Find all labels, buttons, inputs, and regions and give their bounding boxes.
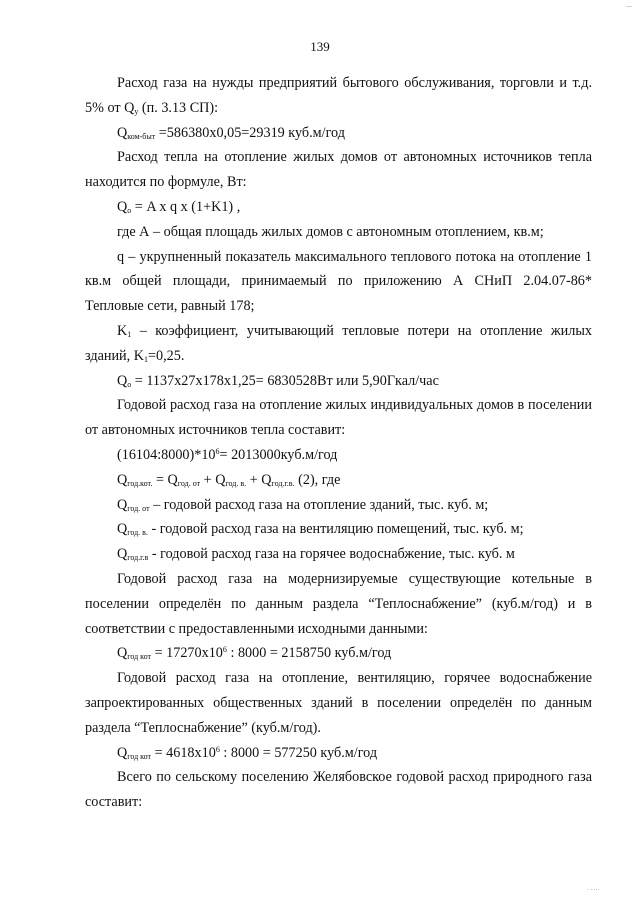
- paragraph-boilers: Годовой расход газа на модернизируемые существующие котельные в поселении определён по данным раздела “Теплоснабжение” (куб.м/год) и в соответствии с предоставленными исходными данными:: [85, 570, 592, 637]
- page-number: 139: [310, 39, 330, 54]
- formula-q-kom-byt: $Q_{ком-быт} =586380х0,05=29319$ куб.м/год: [117, 124, 345, 141]
- definition-q: q – укрупненный показатель максимального теплового потока на отопление 1 кв.м общей площади, принимаемый по приложению А СНиП 2.04.07-86* Тепловые сети, равный 178;: [85, 248, 592, 315]
- corner-mark-bottom: · ····: [586, 886, 600, 894]
- paragraph-heat-consumption: Расход тепла на отопление жилых домов от автономных источников тепла находится по формуле, Вт:: [85, 149, 592, 191]
- formula-q-o-result: $Q_о = 1137х27х178х1,25= 6830528Вт$ или 5,90Гкал/час: [117, 372, 439, 389]
- formula-q-god-kot: $Q_{год.кот.} = Q_{год. от} + Q_{год. в.} + Q_{год.г.в.}$ (2), где: [117, 471, 341, 488]
- formula-annual-individual: $(16104:8000)*10^6= 2013000куб.м/год$: [117, 446, 338, 463]
- definition-q-god-ot: $Q_{год. от}$ – годовой расход газа на отопление зданий, тыс. куб. м;: [117, 496, 489, 513]
- paragraph-public-buildings: Годовой расход газа на отопление, вентиляцию, горячее водоснабжение запроектированных общественных зданий в поселении определён по данным раздела “Теплоснабжение” (куб.м/год).: [85, 670, 592, 736]
- paragraph-total: Всего по сельскому поселению Желябовское годовой расход природного газа составит:: [85, 769, 592, 811]
- document-body: [85, 71, 592, 815]
- formula-public-buildings: $Q_{год кот} = 4618x10^6$ : 8000 = 577250 куб.м/год: [117, 744, 378, 761]
- definition-a: где А – общая площадь жилых домов с автономным отоплением, кв.м;: [117, 223, 544, 240]
- definition-q-god-gv: $Q_{год.г.в}$ - годовой расход газа на горячее водоснабжение, тыс. куб. м: [117, 546, 515, 563]
- formula-q-o: $Q_о = A$ x q x (1+K1) ,: [117, 198, 241, 215]
- definition-q-god-v: $Q_{год. в.}$ - годовой расход газа на вентиляцию помещений, тыс. куб. м;: [117, 521, 524, 538]
- paragraph-annual-individual: Годовой расход газа на отопление жилых индивидуальных домов в поселении от автономных источников тепла составит:: [85, 397, 592, 439]
- definition-k1: $K_1$ – коэффициент, учитывающий тепловые потери на отопление жилых зданий, $K_1=0,25$.: [85, 322, 592, 364]
- corner-mark-top: ...: [626, 0, 632, 9]
- paragraph-consumer-services: Расход газа на нужды предприятий бытового обслуживания, торговли и т.д. 5% от $Q_у$ (п. 3.13 СП):: [85, 75, 592, 116]
- formula-boilers: $Q_{год кот} = 17270x10^6$ : 8000 = 2158750 куб.м/год: [117, 645, 392, 662]
